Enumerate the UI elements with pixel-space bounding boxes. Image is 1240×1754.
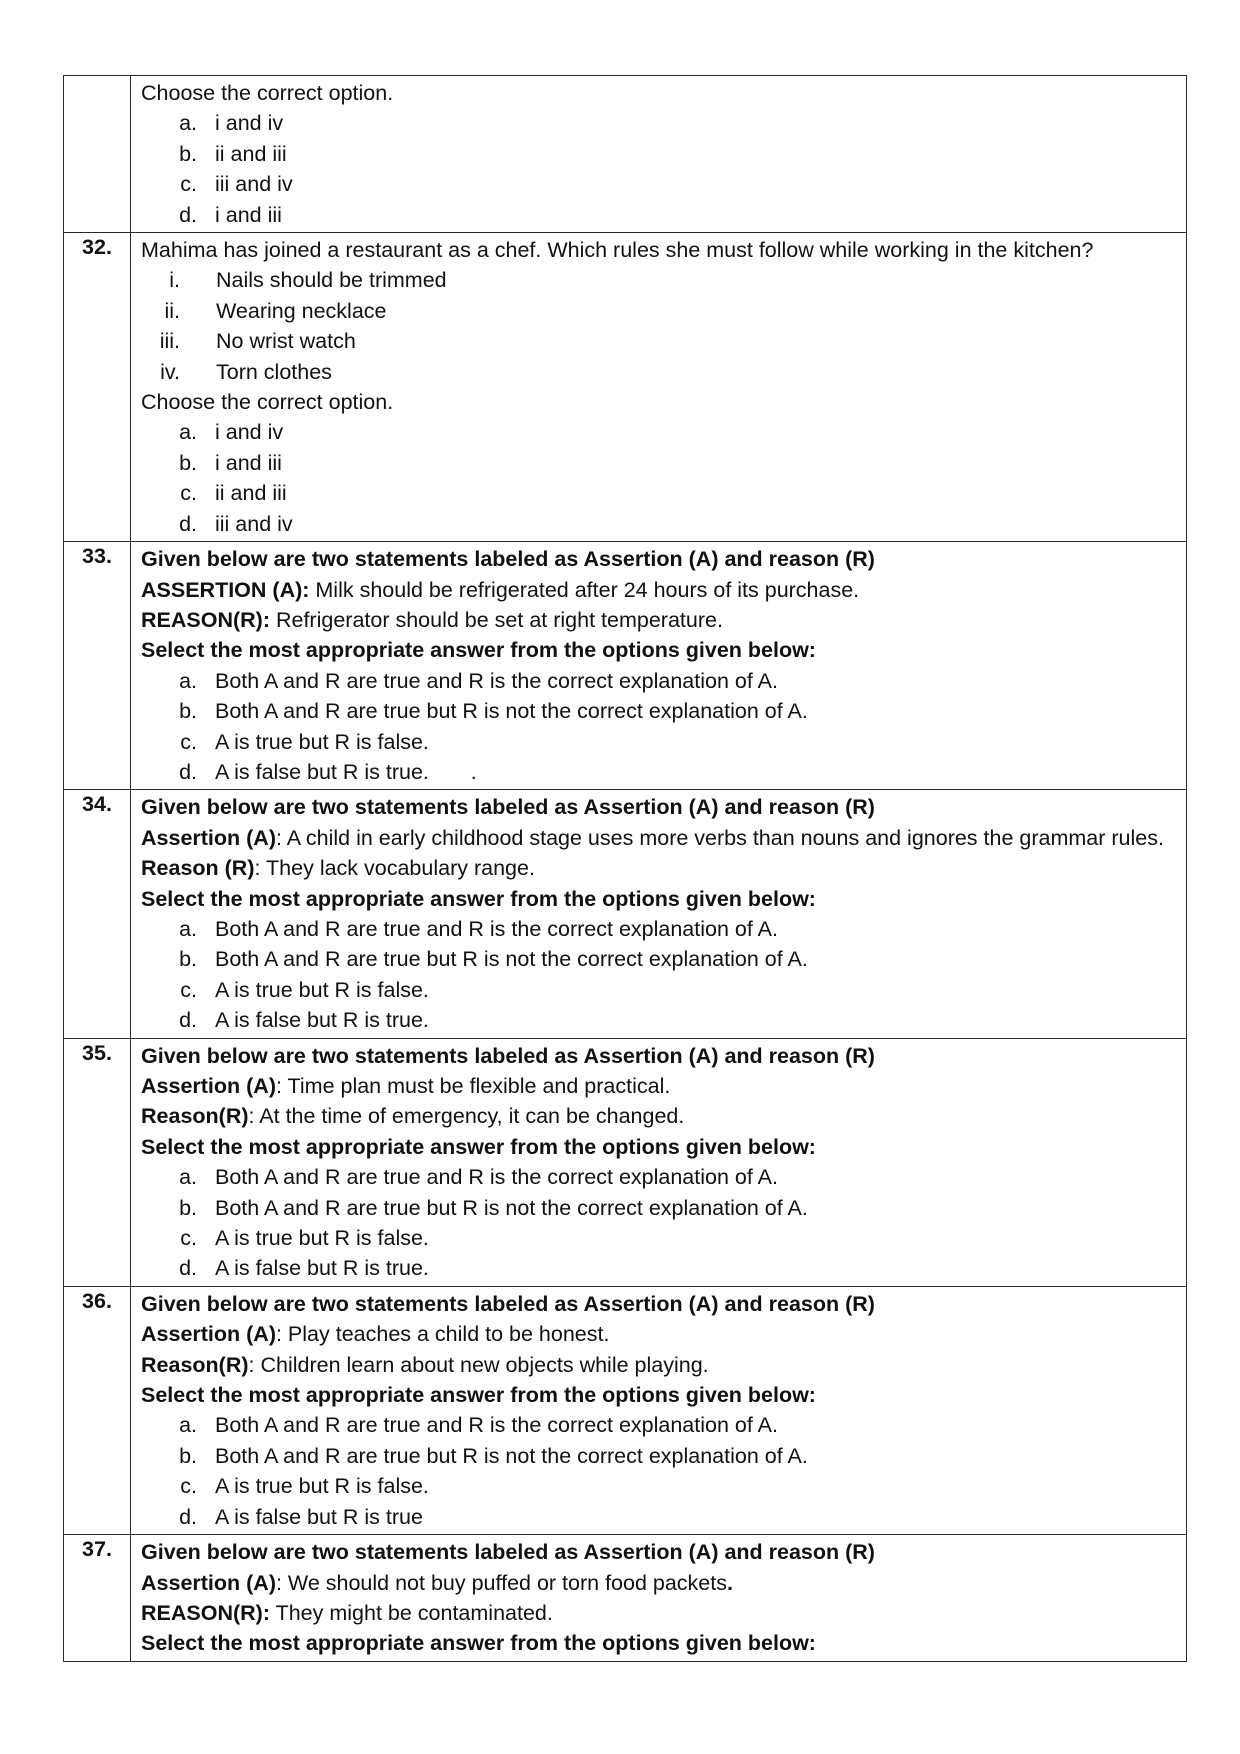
choose-prompt: Choose the correct option.: [141, 81, 394, 105]
reason-line: [141, 605, 1176, 635]
question-number: [64, 76, 131, 233]
option-d: d. A is false but R is true. .: [179, 759, 477, 784]
option-a: a. i and iv: [179, 420, 284, 445]
question-body: [131, 1038, 1187, 1286]
option-d: d. A is false but R is true.: [179, 1256, 429, 1281]
question-heading: Given below are two statements labeled as Assertion (A) and reason (R): [141, 1540, 875, 1565]
option-b: b. i and iii: [179, 450, 282, 475]
assertion-line: [141, 575, 1176, 605]
assertion-line: [141, 1568, 1176, 1598]
reason-label: REASON(R):: [141, 607, 270, 632]
option-d: d. i and iii: [179, 202, 282, 227]
question-heading: Given below are two statements labeled as Assertion (A) and reason (R): [141, 1291, 875, 1316]
reason-text: Refrigerator should be set at right temperature.: [270, 607, 723, 632]
statement-ii: ii. Wearing necklace: [164, 298, 387, 323]
statement-i: i. Nails should be trimmed: [169, 268, 447, 293]
question-row-35: [64, 1038, 1187, 1286]
option-b: b. Both A and R are true but R is not the correct explanation of A.: [179, 1195, 808, 1220]
reason-line: [141, 1350, 1176, 1380]
reason-text: : At the time of emergency, it can be changed.: [248, 1104, 685, 1129]
assertion-text: : Play teaches a child to be honest.: [275, 1322, 610, 1347]
reason-text: : Children learn about new objects while playing.: [248, 1352, 709, 1377]
question-body: [131, 1535, 1187, 1662]
question-body: [131, 542, 1187, 790]
option-a: a. Both A and R are true and R is the correct explanation of A.: [179, 1165, 778, 1190]
select-prompt: Select the most appropriate answer from the options given below:: [141, 638, 816, 663]
question-heading: Given below are two statements labeled as Assertion (A) and reason (R): [141, 1043, 875, 1068]
option-c: c. A is true but R is false.: [180, 1474, 429, 1499]
reason-line: [141, 1598, 1176, 1628]
option-b: b. Both A and R are true but R is not the correct explanation of A.: [179, 699, 808, 724]
assertion-label: ASSERTION (A):: [141, 577, 310, 602]
question-number: 32.: [64, 233, 131, 542]
question-body: [131, 1286, 1187, 1534]
reason-label: REASON(R):: [141, 1600, 270, 1625]
reason-label: Reason(R): [141, 1104, 249, 1129]
option-a: a. i and iv: [179, 111, 284, 136]
option-c: c. A is true but R is false.: [180, 1226, 429, 1251]
statement-iii: iii. No wrist watch: [159, 329, 356, 354]
question-number: 33.: [64, 542, 131, 790]
choose-prompt: Choose the correct option.: [141, 390, 394, 415]
assertion-line: [141, 1071, 1176, 1101]
question-text: Mahima has joined a restaurant as a chef. Which rules she must follow while working in the kitchen?: [141, 238, 1094, 263]
reason-text: They might be contaminated.: [270, 1600, 553, 1625]
assertion-tail: .: [726, 1570, 733, 1595]
assertion-text: : A child in early childhood stage uses more verbs than nouns and ignores the grammar rules.: [275, 825, 1164, 850]
option-c: c. iii and iv: [180, 172, 293, 197]
question-row-33: [64, 542, 1187, 790]
option-c: c. A is true but R is false.: [180, 729, 429, 754]
option-c: c. ii and iii: [180, 481, 287, 506]
question-heading: Given below are two statements labeled as Assertion (A) and reason (R): [141, 547, 875, 572]
select-prompt: Select the most appropriate answer from the options given below:: [141, 886, 816, 911]
question-number: 35.: [64, 1038, 131, 1286]
select-prompt: Select the most appropriate answer from the options given below:: [141, 1383, 816, 1408]
assertion-label: Assertion (A): [141, 1322, 276, 1347]
question-body: [131, 233, 1187, 542]
question-number: 37.: [64, 1535, 131, 1662]
question-number: 34.: [64, 790, 131, 1038]
assertion-label: Assertion (A): [141, 825, 276, 850]
assertion-line: [141, 1319, 1176, 1349]
option-b: b. ii and iii: [179, 141, 287, 166]
option-c: c. A is true but R is false.: [180, 977, 429, 1002]
option-a: a. Both A and R are true and R is the correct explanation of A.: [179, 1413, 778, 1438]
question-body: [131, 790, 1187, 1038]
assertion-label: Assertion (A): [141, 1570, 276, 1595]
reason-label: Reason (R): [141, 856, 255, 881]
option-b: b. Both A and R are true but R is not the correct explanation of A.: [179, 947, 808, 972]
question-number: 36.: [64, 1286, 131, 1534]
reason-text: : They lack vocabulary range.: [254, 856, 535, 881]
select-prompt: Select the most appropriate answer from the options given below:: [141, 1631, 816, 1656]
assertion-label: Assertion (A): [141, 1074, 276, 1098]
statement-iv: iv. Torn clothes: [160, 359, 332, 384]
reason-line: [141, 853, 1176, 883]
reason-label: Reason(R): [141, 1352, 249, 1377]
question-heading: Given below are two statements labeled as Assertion (A) and reason (R): [141, 795, 875, 820]
select-prompt: Select the most appropriate answer from the options given below:: [141, 1134, 816, 1159]
option-d: d. iii and iv: [179, 511, 293, 536]
assertion-text: : We should not buy puffed or torn food packets: [275, 1570, 727, 1595]
reason-line: [141, 1101, 1176, 1131]
assertion-line: [141, 823, 1176, 853]
option-a: a. Both A and R are true and R is the correct explanation of A.: [179, 668, 778, 693]
question-row-34: [64, 790, 1187, 1038]
assertion-text: : Time plan must be flexible and practical.: [275, 1074, 671, 1098]
option-b: b. Both A and R are true but R is not the correct explanation of A.: [179, 1443, 808, 1468]
option-d: d. A is false but R is true: [179, 1504, 423, 1529]
question-row-36: [64, 1286, 1187, 1534]
question-row-continued: [64, 76, 1187, 233]
option-a: a. Both A and R are true and R is the correct explanation of A.: [179, 916, 778, 941]
assertion-text: Milk should be refrigerated after 24 hours of its purchase.: [309, 577, 860, 602]
option-d: d. A is false but R is true.: [179, 1008, 429, 1033]
question-row-37: [64, 1535, 1187, 1662]
question-body: [131, 76, 1187, 233]
question-table: [63, 75, 1187, 1662]
question-row-32: [64, 233, 1187, 542]
